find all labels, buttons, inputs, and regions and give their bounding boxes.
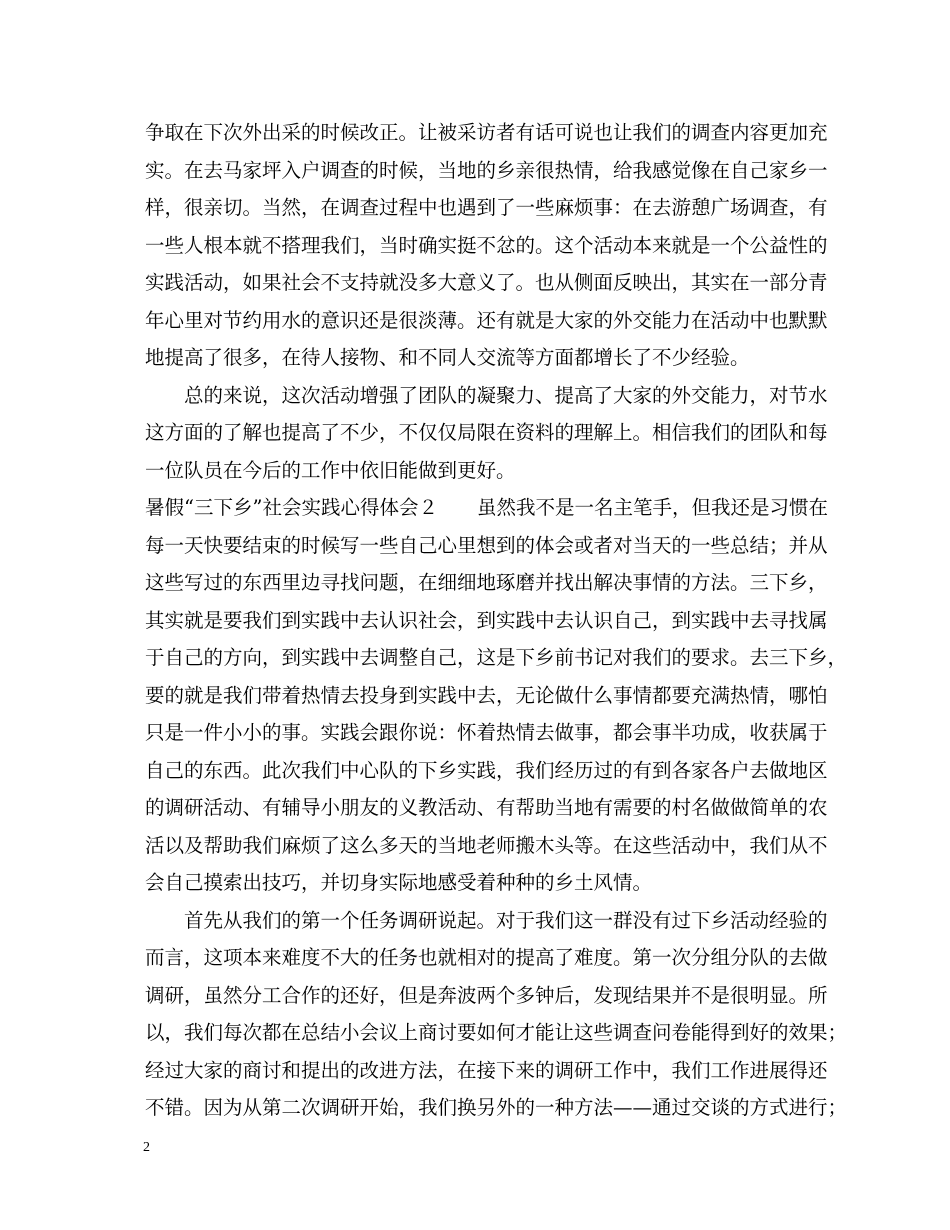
text-line: 这方面的了解也提高了不少，不仅仅局限在资料的理解上。相信我们的团队和每 bbox=[145, 421, 828, 444]
text-line: 总的来说，这次活动增强了团队的凝聚力、提高了大家的外交能力，对节水 bbox=[145, 383, 828, 407]
text-line: 要的就是我们带着热情去投身到实践中去，无论做什么事情都要充满热情，哪怕 bbox=[145, 683, 828, 707]
text-line: 其实就是要我们到实践中去认识社会，到实践中去认识自己，到实践中去寻找属 bbox=[145, 608, 828, 632]
text-line: 这些写过的东西里边寻找问题，在细细地琢磨并找出解决事情的方法。三下乡， bbox=[145, 571, 828, 594]
text-line: 调研，虽然分工合作的还好，但是奔波两个多钟后，发现结果并不是很明显。所 bbox=[145, 983, 828, 1007]
text-line: 活以及帮助我们麻烦了这么多天的当地老师搬木头等。在这些活动中，我们从不 bbox=[145, 833, 828, 857]
text-line: 实践活动，如果社会不支持就没多大意义了。也从侧面反映出，其实在一部分青 bbox=[145, 271, 828, 294]
text-line: 不错。因为从第二次调研开始，我们换另外的一种方法——通过交谈的方式进行； bbox=[145, 1096, 848, 1119]
text-line: 每一天快要结束的时候写一些自己心里想到的体会或者对当天的一些总结；并从 bbox=[145, 533, 828, 557]
page-number: 2 bbox=[143, 1140, 150, 1155]
text-line: 首先从我们的第一个任务调研说起。对于我们这一群没有过下乡活动经验的 bbox=[145, 908, 828, 932]
text-line: 实。在去马家坪入户调查的时候，当地的乡亲很热情，给我感觉像在自己家乡一 bbox=[145, 158, 828, 182]
text-line: 以，我们每次都在总结小会议上商讨要如何才能让这些调查问卷能得到好的效果； bbox=[145, 1021, 848, 1044]
text-line: 自己的东西。此次我们中心队的下乡实践，我们经历过的有到各家各户去做地区 bbox=[145, 758, 828, 782]
text-line: 只是一件小小的事。实践会跟你说：怀着热情去做事，都会事半功成，收获属于 bbox=[145, 721, 828, 744]
text-line: 经过大家的商讨和提出的改进方法，在接下来的调研工作中，我们工作进展得还 bbox=[145, 1058, 828, 1082]
text-line: 一些人根本就不搭理我们，当时确实挺不忿的。这个活动本来就是一个公益性的 bbox=[145, 233, 828, 257]
text-line: 一位队员在今后的工作中依旧能做到更好。 bbox=[145, 458, 516, 482]
text-line: 的调研活动、有辅导小朋友的义教活动、有帮助当地有需要的村名做做简单的农 bbox=[145, 796, 828, 819]
text-line: 于自己的方向，到实践中去调整自己，这是下乡前书记对我们的要求。去三下乡， bbox=[145, 646, 848, 669]
document-body bbox=[145, 114, 848, 1127]
text-line: 会自己摸索出技巧，并切身实际地感受着种种的乡土风情。 bbox=[145, 871, 653, 894]
text-line: 年心里对节约用水的意识还是很淡薄。还有就是大家的外交能力在活动中也默默 bbox=[145, 308, 828, 332]
text-line: 样，很亲切。当然，在调查过程中也遇到了一些麻烦事：在去游憩广场调查，有 bbox=[145, 196, 828, 219]
text-line: 地提高了很多，在待人接物、和不同人交流等方面都增长了不少经验。 bbox=[145, 346, 750, 369]
text-line: 而言，这项本来难度不大的任务也就相对的提高了难度。第一次分组分队的去做 bbox=[145, 946, 828, 969]
text-line: 争取在下次外出采的时候改正。让被采访者有话可说也让我们的调查内容更加充 bbox=[145, 121, 828, 144]
section-heading-line: 暑假“三下乡”社会实践心得体会２ 虽然我不是一名主笔手，但我还是习惯在 bbox=[145, 496, 828, 519]
